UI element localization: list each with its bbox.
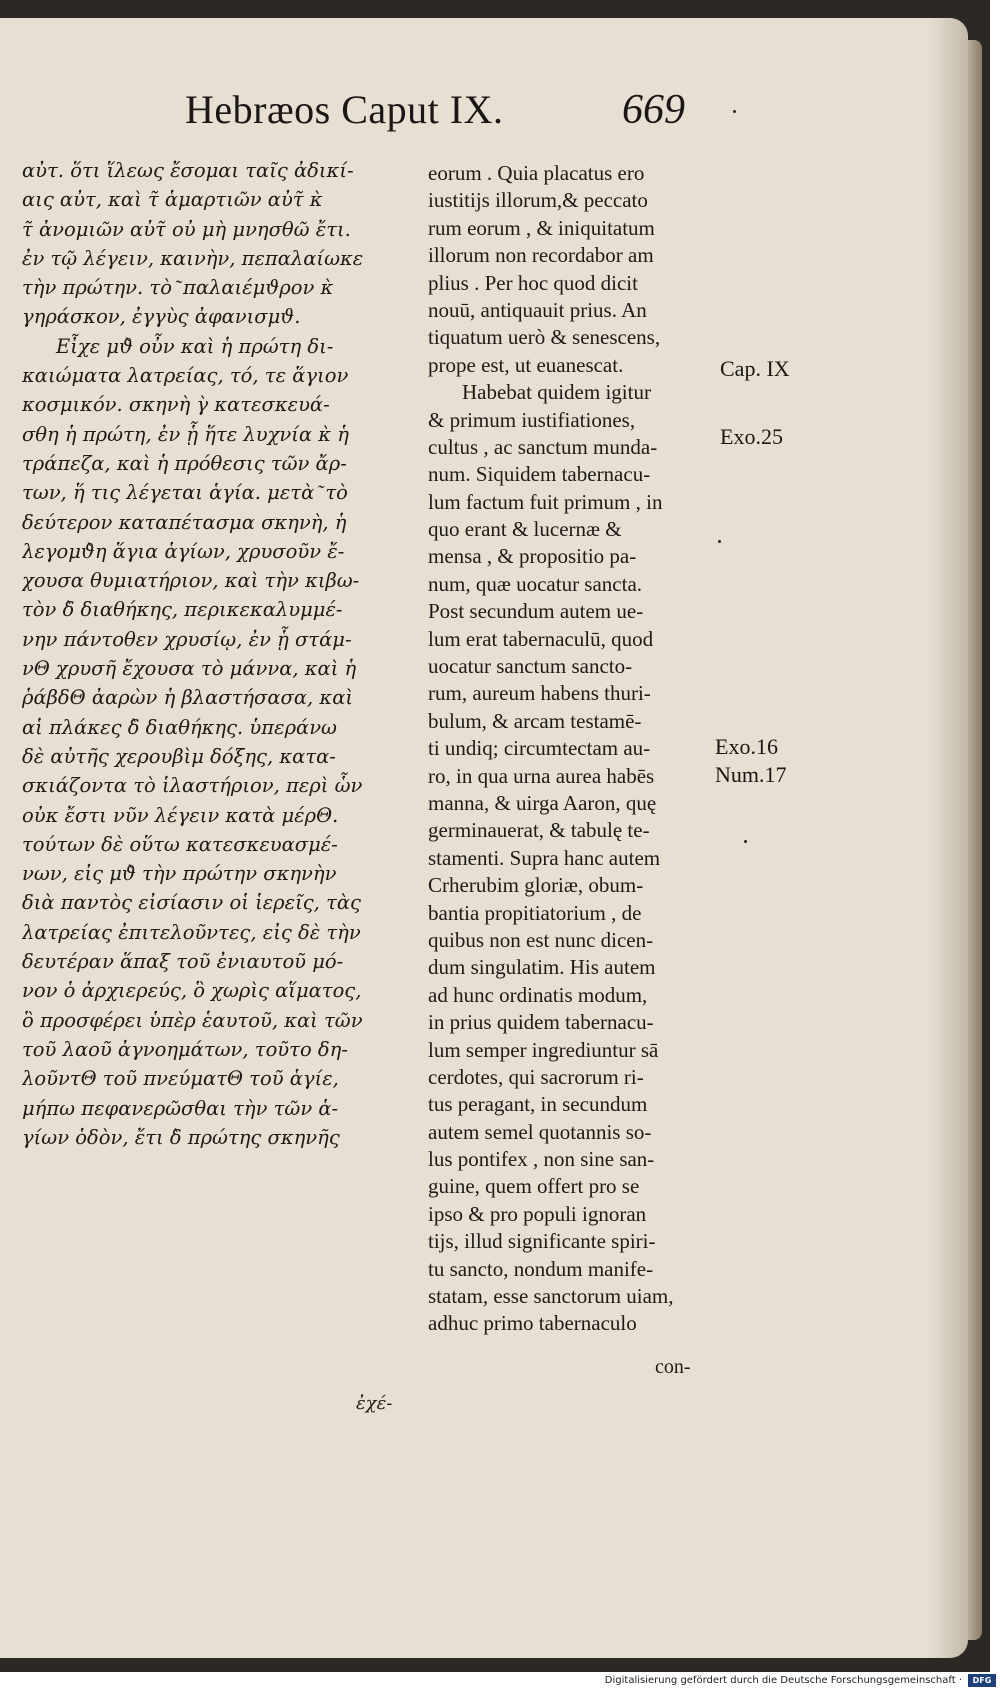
latin-text-line: lum factum fuit primum , in — [428, 489, 663, 514]
latin-text-line: lum semper ingrediuntur sā — [428, 1037, 659, 1062]
page-edge — [968, 40, 982, 1640]
greek-text-line: λατρείας ἐπιτελοῦντες, εἰς δὲ τὴν — [22, 920, 361, 944]
latin-text-line: eorum . Quia placatus ero — [428, 161, 645, 185]
latin-text-line: mensa , & propositio pa- — [428, 544, 637, 569]
latin-text-line: num. Siquidem tabernacu- — [428, 462, 651, 487]
running-title: Hebræos Caput IX. — [185, 87, 504, 132]
greek-text-line: τὸν δ̀ διαθήκης, περικεκαλυμμέ- — [22, 598, 343, 622]
latin-text-line: ro, in qua urna aurea habēs — [428, 763, 655, 788]
latin-text-line: dum singulatim. His autem — [428, 955, 656, 980]
latin-text-line: num, quæ uocatur sancta. — [428, 571, 643, 596]
latin-text-line: guine, quem offert pro se — [428, 1174, 640, 1199]
dfg-logo: DFG — [968, 1674, 996, 1687]
greek-text-line: σθη ἡ πρώτη, ἐν ᾗ ἥτε λυχνία κ̀ ἡ — [22, 422, 349, 446]
latin-text-line: uocatur sanctum sancto- — [428, 654, 633, 679]
latin-catchword: con- — [655, 1356, 691, 1378]
latin-text-line: bantia propitiatorium , de — [428, 900, 642, 925]
ink-speck — [733, 110, 736, 113]
ink-speck — [744, 840, 747, 843]
latin-text-line: tu sancto, nondum manife- — [428, 1256, 654, 1281]
margin-note-exo25: Exo.25 — [720, 424, 783, 449]
greek-text-line: ὃ προσφέρει ὑπὲρ ἑαυτοῦ, καὶ τῶν — [22, 1008, 363, 1032]
greek-text-line: των, ἥ τις λέγεται ἁγία. μετὰ ͂ τὸ — [22, 481, 348, 505]
greek-text-line: ῥάβδΘ ἀαρὼν ἡ βλαστήσασα, καὶ — [22, 686, 354, 710]
latin-text-line: iustitijs illorum,& peccato — [428, 188, 648, 213]
greek-text-line: λεγομϑ̀η ἅγια ἁγίων, χρυσοῦν ἔ- — [22, 539, 345, 563]
latin-text-line: ipso & pro populi ignoran — [428, 1201, 647, 1226]
greek-text-line: νον ὁ ἀρχιερεύς, ὃ χωρὶς αἵματος, — [22, 979, 362, 1003]
greek-text-line: τὴν πρώτην. τὸ ͂ παλαιέμϑρον κ̀ — [22, 276, 334, 300]
greek-text-line: λοῦντΘ τοῦ πνεύματΘ τοῦ ἁγίε, — [22, 1067, 339, 1091]
greek-text-line: καιώματα λατρείας, τό, τε ἅγιον — [22, 364, 349, 388]
greek-text-line: νΘ χρυσῆ ἔχουσα τὸ μάννα, καὶ ἡ — [22, 657, 357, 681]
greek-text-line: αὐτ. ὅτι ἵλεως ἔσομαι ταῖς ἀδικί- — [22, 159, 354, 182]
greek-text-line: δεύτερον καταπέτασμα σκηνὴ, ἡ — [22, 510, 347, 534]
greek-text-line: μήπω πεφανερῶσθαι τὴν τῶν ἁ- — [22, 1096, 339, 1120]
latin-text-line: quibus non est nunc dicen- — [428, 927, 654, 952]
greek-text-line: κοσμικόν. σκηνὴ γ̀ κατεσκευά- — [22, 393, 330, 417]
latin-text-line: ti undiq; circumtectam au- — [428, 736, 651, 761]
latin-text-line: rum eorum , & iniquitatum — [428, 215, 655, 240]
latin-text-line: bulum, & arcam testamē- — [428, 708, 642, 733]
greek-text-line: Εἶχε μϑ̀ οὖν καὶ ἡ πρώτη δι- — [56, 334, 334, 358]
greek-text-line: γηράσκον, ἐγγὺς ἀφανισμϑ. — [22, 305, 301, 329]
latin-text-line: lus pontifex , non sine san- — [428, 1147, 655, 1172]
latin-text-line: statam, esse sanctorum uiam, — [428, 1284, 674, 1309]
latin-text-line: cultus , ac sanctum munda- — [428, 434, 658, 459]
latin-text-line: rum, aureum habens thuri- — [428, 681, 651, 706]
latin-text-line: plius . Per hoc quod dicit — [428, 270, 638, 295]
greek-text-line: νων, εἰς μϑ̀ τὴν πρώτην σκηνὴν — [22, 862, 337, 886]
latin-text-line: & primum iustifiationes, — [428, 407, 636, 432]
latin-text-line: tijs, illud significante spiri- — [428, 1229, 656, 1254]
latin-text-line: cerdotes, qui sacrorum ri- — [428, 1064, 644, 1089]
greek-text-line: οὐκ ἔστι νῦν λέγειν κατὰ μέρΘ. — [22, 803, 339, 827]
latin-text-line: germinauerat, & tabulę te- — [428, 818, 650, 843]
page-shade — [928, 18, 968, 1658]
greek-text-line: σκιάζοντα τὸ ἱλαστήριον, περὶ ὧν — [22, 774, 363, 798]
footer-credit: Digitalisierung gefördert durch die Deutsche Forschungsgemeinschaft · — [604, 1675, 962, 1686]
latin-text-line: tus peragant, in secundum — [428, 1092, 648, 1117]
greek-text-line: γίων ὁδὸν, ἔτι δ̀ πρώτης σκηνῆς — [22, 1125, 340, 1149]
latin-text-line: adhuc primo tabernaculo — [428, 1311, 637, 1336]
greek-text-line: δὲ αὐτῆς χερουβὶμ δόξης, κατα- — [22, 744, 336, 768]
margin-note-num17: Num.17 — [715, 762, 787, 787]
latin-text-line: tiquatum uerò & senescens, — [428, 325, 661, 350]
latin-text-line: quo erant & lucernæ & — [428, 517, 622, 542]
latin-text-line: ad hunc ordinatis modum, — [428, 982, 648, 1007]
latin-text-line: stamenti. Supra hanc autem — [428, 845, 661, 870]
latin-column — [428, 160, 716, 1338]
latin-text-line: Crherubim gloriæ, obum- — [428, 873, 644, 898]
greek-text-line: τούτων δὲ οὕτω κατεσκευασμέ- — [22, 832, 338, 856]
latin-text-line: autem semel quotannis so- — [428, 1119, 652, 1144]
greek-text-line: δευτέραν ἅπαξ τοῦ ἐνιαυτοῦ μό- — [22, 950, 344, 974]
greek-catchword: ἐχέ- — [356, 1393, 393, 1414]
book-page — [0, 18, 968, 1658]
margin-note-cap: Cap. IX — [720, 356, 790, 381]
footer-bar — [0, 1672, 1000, 1691]
latin-text-line: illorum non recordabor am — [428, 243, 654, 268]
greek-text-line: αἱ πλάκες δ̀ διαθήκης. ὑπεράνω — [22, 715, 337, 739]
latin-text-line: lum erat tabernaculū, quod — [428, 626, 654, 651]
greek-column — [22, 156, 410, 1152]
latin-text-line: in prius quidem tabernacu- — [428, 1010, 654, 1035]
page-number: 669 — [622, 87, 685, 133]
greek-text-line: νην πάντοθεν χρυσίῳ, ἐν ᾗ στάμ- — [22, 627, 352, 651]
latin-text-line: Habebat quidem igitur — [462, 380, 651, 405]
greek-text-line: τράπεζα, καὶ ἡ πρόθεσις τῶν ἄρ- — [22, 451, 347, 475]
greek-text-line: τοῦ λαοῦ ἀγνοημάτων, τοῦτο δη- — [22, 1037, 348, 1061]
latin-text-line: manna, & uirga Aaron, quę — [428, 790, 657, 815]
greek-text-line: τ̃ ἀνομιῶν αὐτ̃ οὐ μὴ μνησθῶ ἔτι. — [22, 217, 351, 241]
latin-text-line: nouū, antiquauit prius. An — [428, 297, 647, 322]
greek-text-line: χουσα θυμιατήριον, καὶ τὴν κιβω- — [22, 569, 360, 593]
latin-text-line: Post secundum autem ue- — [428, 599, 644, 624]
latin-text-line: prope est, ut euanescat. — [428, 352, 624, 377]
greek-text-line: αις αὐτ, καὶ τ̃ ἁμαρτιῶν αὐτ̃ κ̀ — [22, 188, 323, 212]
greek-text-line: ἐν τῷ λέγειν, καινὴν, πεπαλαίωκε — [22, 246, 364, 270]
greek-text-line: διὰ παντὸς εἰσίασιν οἱ ἱερεῖς, τὰς — [22, 891, 361, 915]
margin-note-exo16: Exo.16 — [715, 734, 778, 759]
ink-speck — [718, 540, 721, 543]
